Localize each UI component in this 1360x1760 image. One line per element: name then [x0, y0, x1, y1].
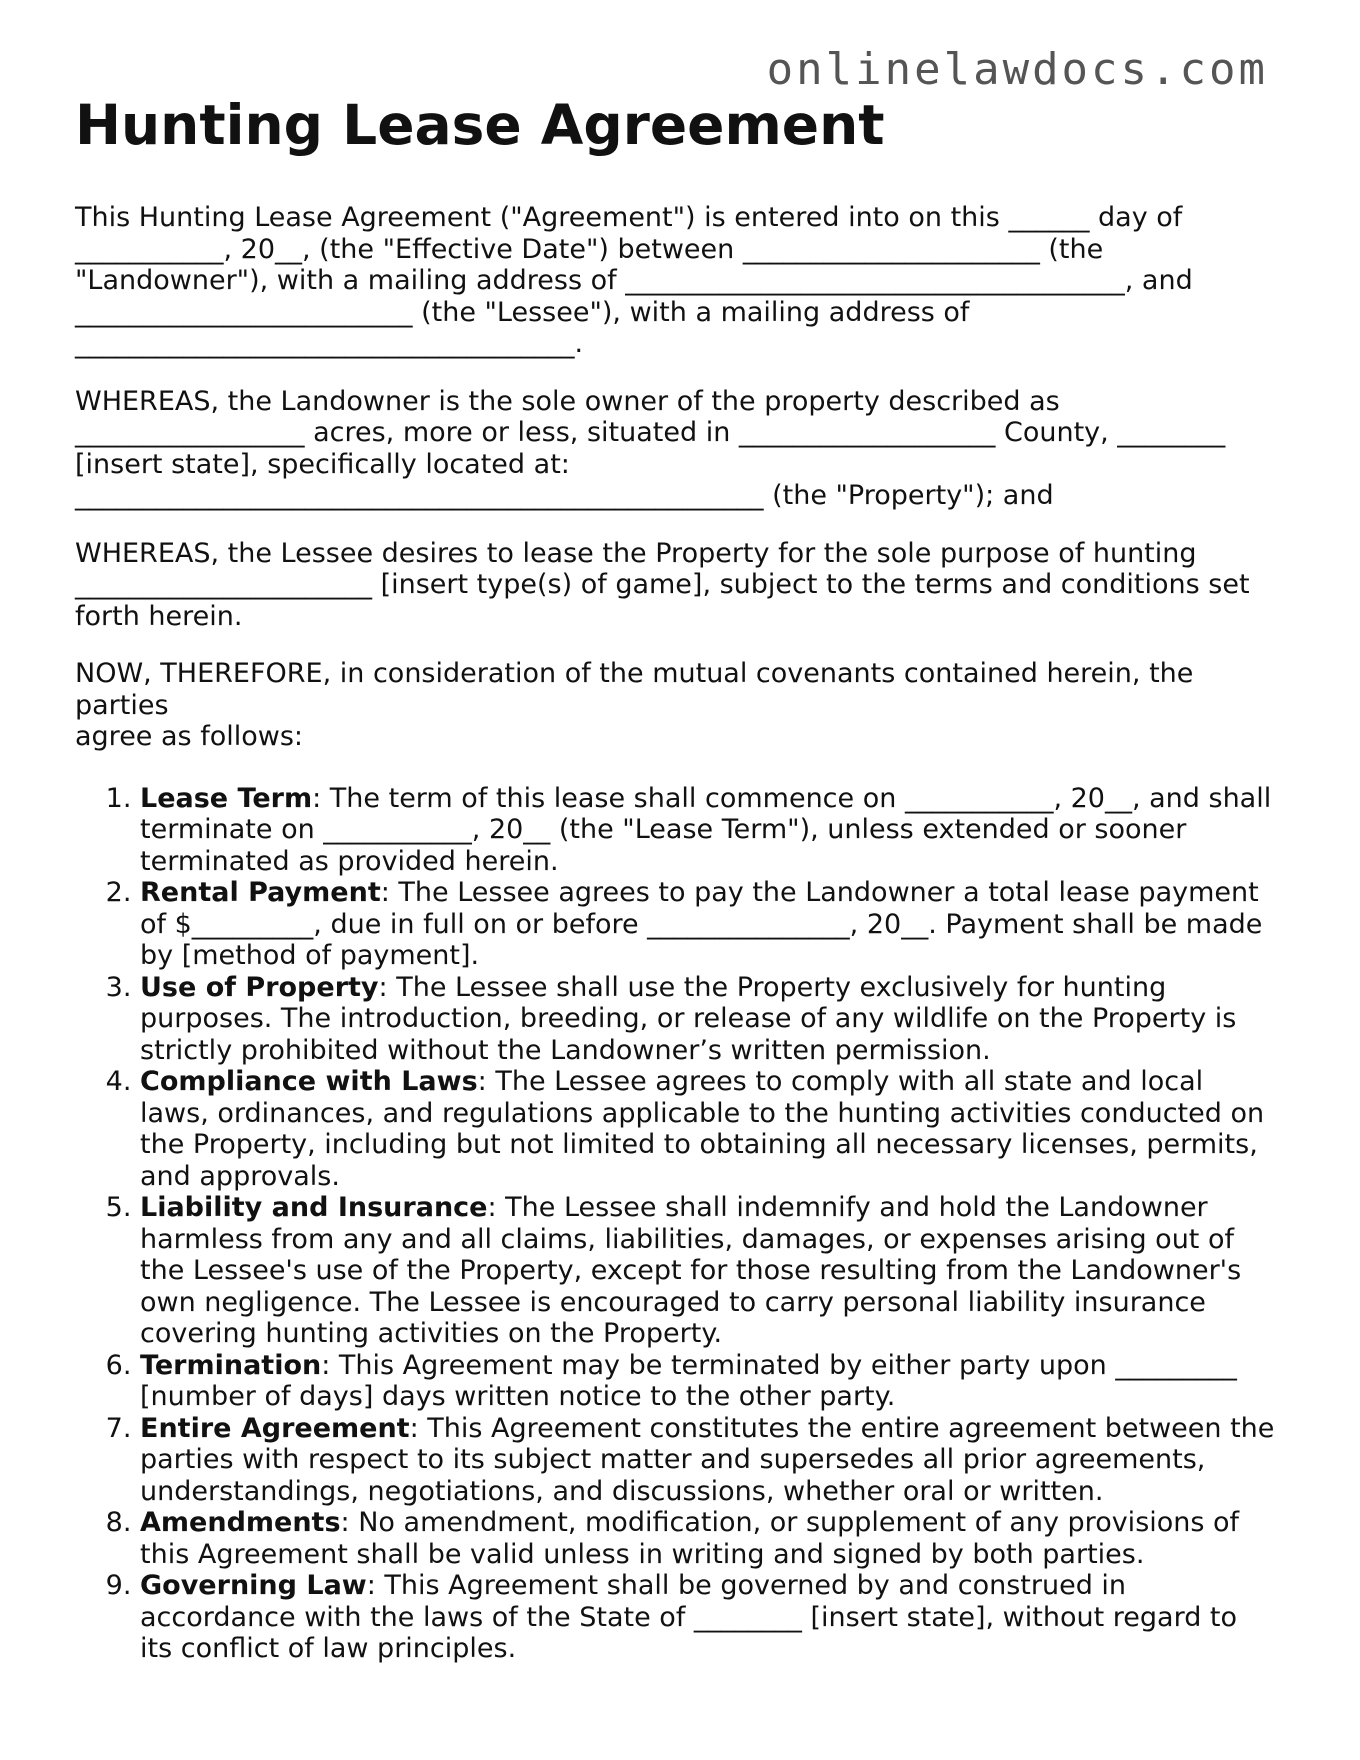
clause-heading: Compliance with Laws [140, 1066, 478, 1097]
clause-text: : The Lessee agrees to comply with all state and local laws, ordinances, and regulations applicable to the hunting activities conducted on the Property, including but not limited to obtaining all necessary licenses, permits, and approvals. [140, 1066, 1265, 1192]
clause-heading: Lease Term [140, 782, 313, 814]
clause-item [140, 783, 1275, 878]
clause-item [140, 1413, 1275, 1508]
clause-text: : This Agreement shall be governed by and construed in accordance with the laws of the State of ________ [insert state], without regard to its conflict of law principles. [140, 1570, 1238, 1664]
clause-heading: Amendments [140, 1507, 341, 1538]
watermark: onlinelawdocs.com [766, 44, 1268, 95]
clause-item [140, 1507, 1275, 1570]
clause-text: : The term of this lease shall commence on ___________, 20__, and shall terminate on ___________, 20__ (the "Lease Term"), unless extended or sooner terminated as provided herein. [140, 782, 1272, 877]
clause-text: : The Lessee shall indemnify and hold the Landowner harmless from any and all claims, liabilities, damages, or expenses arising out of the Lessee's use of the Property, except for those resulting from the Landowner's own negligence. The Lessee is encouraged to carry personal liability insurance covering hunting activities on the Property. [140, 1192, 1242, 1349]
document-title: Hunting Lease Agreement [75, 93, 885, 157]
clause-heading: Entire Agreement [140, 1412, 410, 1444]
clause-text: : The Lessee shall use the Property exclusively for hunting purposes. The introduction, breeding, or release of any wildlife on the Property is strictly prohibited without the Landowner’s written permission. [140, 971, 1237, 1066]
clause-item [140, 972, 1275, 1067]
now-therefore-paragraph: NOW, THEREFORE, in consideration of the mutual covenants contained herein, the parties agree as follows: [75, 658, 1194, 752]
clause-text: : This Agreement constitutes the entire agreement between the parties with respect to its subject matter and supersedes all prior agreements, understandings, negotiations, and discussions, whether oral or written. [140, 1412, 1275, 1507]
clause-heading: Use of Property [140, 971, 379, 1003]
document-page [75, 92, 1275, 1665]
clause-item [140, 1066, 1275, 1192]
clause-text: : This Agreement may be terminated by either party upon _________ [number of days] days written notice to the other party. [140, 1349, 1237, 1412]
clause-text: : No amendment, modification, or supplement of any provisions of this Agreement shall be valid unless in writing and signed by both parties. [140, 1507, 1240, 1570]
whereas-property-paragraph: WHEREAS, the Landowner is the sole owner of the property described as _________________ acres, more or less, situated in ___________________ County, ________ [insert state], specifically located at: ___________________________________________________ (the "Property"); and [75, 385, 1226, 511]
clause-text: : The Lessee agrees to pay the Landowner a total lease payment of $_________, due in full on or before _______________, 20__. Payment shall be made by [method of payment]. [140, 877, 1263, 971]
whereas-lessee-paragraph: WHEREAS, the Lessee desires to lease the Property for the sole purpose of hunting ______________________ [insert type(s) of game], subject to the terms and conditions set forth herein. [75, 537, 1250, 632]
clause-item [140, 1192, 1275, 1350]
clause-item [140, 1350, 1275, 1413]
clause-item [140, 877, 1275, 972]
clause-item [140, 1570, 1275, 1665]
clause-heading: Rental Payment [140, 877, 381, 908]
clause-heading: Liability and Insurance [140, 1192, 488, 1223]
clause-heading: Termination [140, 1349, 322, 1381]
clause-list [75, 783, 1275, 1665]
clause-heading: Governing Law [140, 1570, 367, 1601]
intro-paragraph: This Hunting Lease Agreement ("Agreement") is entered into on this ______ day of ___________, 20__, (the "Effective Date") between ______________________ (the "Landowner"), with a mailing address of _____________________________________, and _________________________ (the "Lessee"), with a mailing address of _____________________________________. [75, 202, 1193, 359]
